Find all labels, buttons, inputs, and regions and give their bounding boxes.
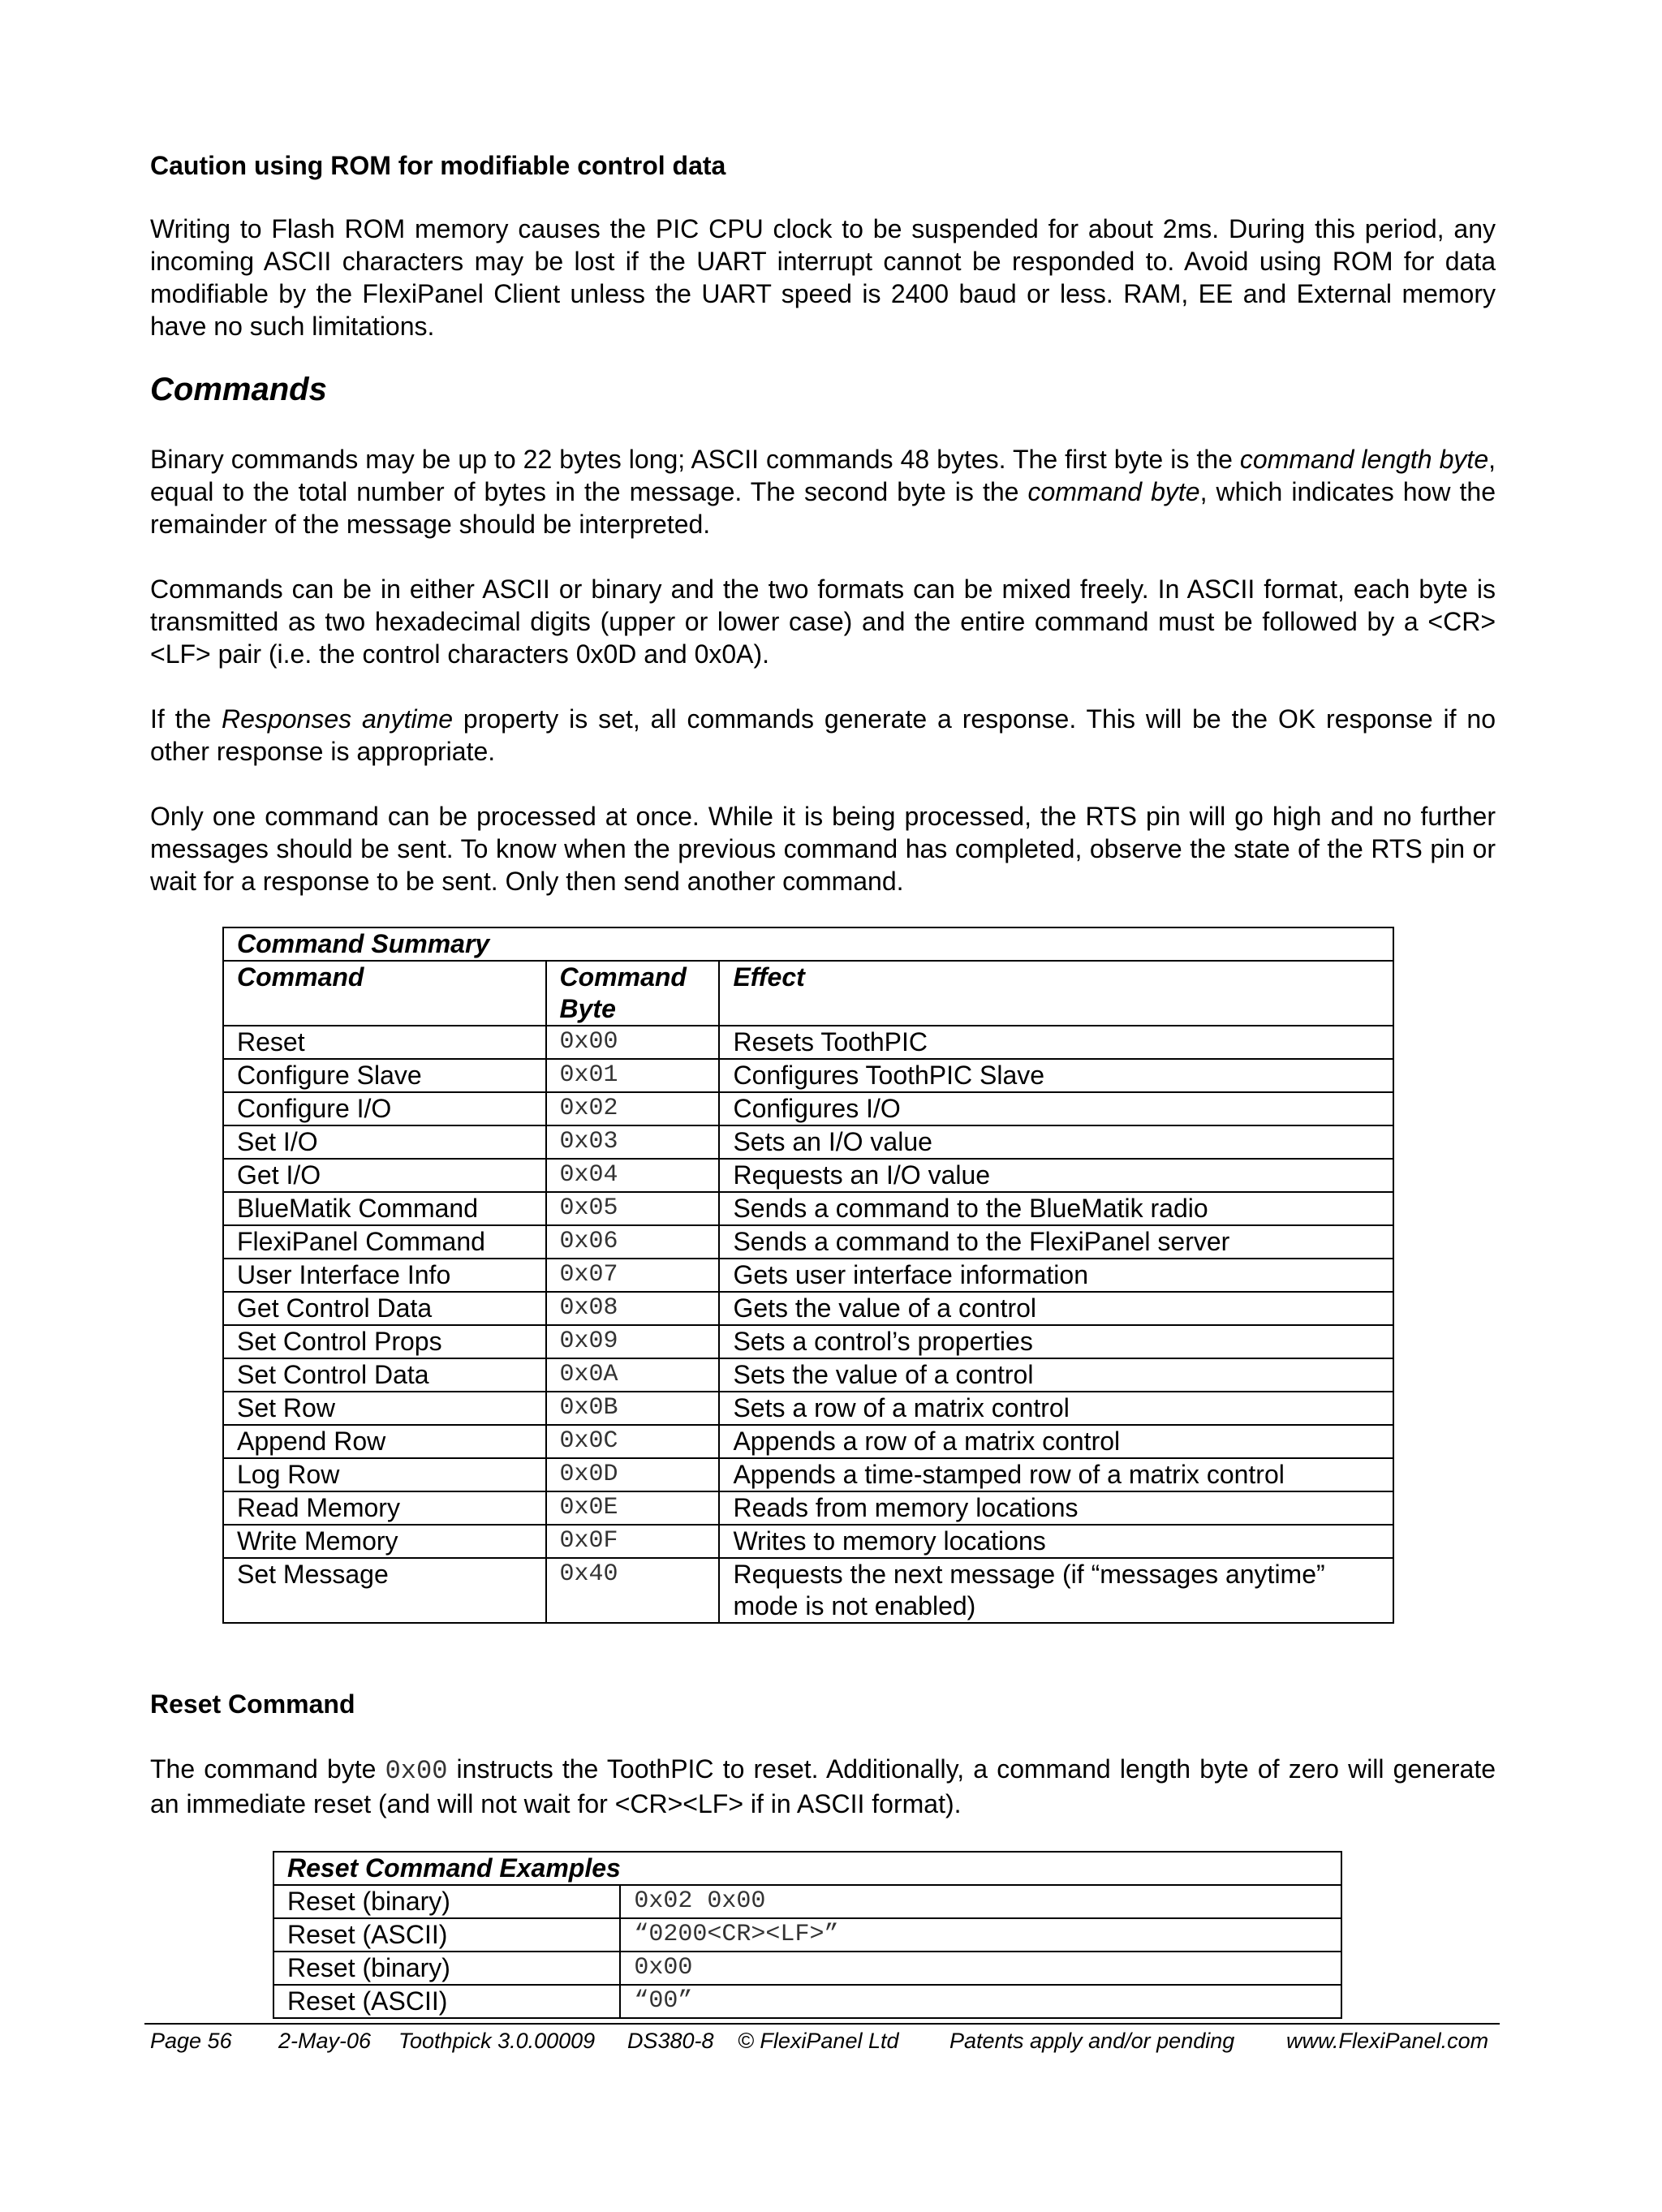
command-effect-cell: Sets a control’s properties [719,1325,1393,1358]
table-row [223,1292,1393,1325]
command-summary-table [222,927,1394,1624]
table-row [223,1092,1393,1125]
footer-page-number: Page 56 [150,2029,232,2053]
command-byte-cell: 0x0D [546,1458,720,1491]
command-name-cell: Get I/O [223,1159,546,1192]
commands-paragraph-1: Binary commands may be up to 22 bytes long; ASCII commands 48 bytes. The first byte is the command length byte, equal to the total number of bytes in the message. The second byte is the command byte, which indicates how the remainder of the message should be interpreted. [150,445,1496,539]
command-byte-cell: 0x01 [546,1059,720,1092]
footer-copyright: © FlexiPanel Ltd [738,2029,899,2053]
command-effect-cell: Sets the value of a control [719,1358,1393,1392]
footer-divider [144,2023,1500,2025]
footer-doc-id: DS380-8 [627,2029,714,2053]
command-name-cell: Log Row [223,1458,546,1491]
command-byte-cell: 0x09 [546,1325,720,1358]
table-row [223,1159,1393,1192]
command-name-cell: Read Memory [223,1491,546,1525]
command-name-cell: Append Row [223,1425,546,1458]
reset-command-paragraph: The command byte 0x00 instructs the ToothPIC to reset. Additionally, a command length byte of zero will generate an immediate reset (and will not wait for <CR><LF> if in ASCII format). [150,1754,1496,1818]
table-row [273,1952,1341,1985]
command-name-cell: Set Row [223,1392,546,1425]
table-row [223,1225,1393,1259]
table-row [223,1458,1393,1491]
table-row [223,1425,1393,1458]
table-row [273,1885,1341,1918]
example-label-cell: Reset (binary) [273,1885,620,1918]
command-byte-cell: 0x06 [546,1225,720,1259]
command-byte-cell: 0x03 [546,1125,720,1159]
commands-paragraph-2: Commands can be in either ASCII or binary and the two formats can be mixed freely. In ASCII format, each byte is transmitted as two hexadecimal digits (upper or lower case) and the entire command must be followed by a <CR><LF> pair (i.e. the control characters 0x0D and 0x0A). [150,575,1496,669]
command-byte-cell: 0x0E [546,1491,720,1525]
footer-website: www.FlexiPanel.com [1286,2029,1489,2053]
table-row [223,1558,1393,1623]
example-label-cell: Reset (ASCII) [273,1985,620,2018]
command-effect-cell: Appends a time-stamped row of a matrix control [719,1458,1393,1491]
command-effect-cell: Gets user interface information [719,1259,1393,1292]
command-name-cell: Configure Slave [223,1059,546,1092]
command-name-cell: FlexiPanel Command [223,1225,546,1259]
table-row [223,1525,1393,1558]
caution-heading: Caution using ROM for modifiable control data [150,151,726,180]
command-byte-cell: 0x04 [546,1159,720,1192]
command-effect-cell: Reads from memory locations [719,1491,1393,1525]
command-name-cell: Set I/O [223,1125,546,1159]
example-code-cell: 0x02 0x00 [620,1885,1341,1918]
command-effect-cell: Sends a command to the FlexiPanel server [719,1225,1393,1259]
command-byte-cell: 0x0B [546,1392,720,1425]
command-effect-cell: Sends a command to the BlueMatik radio [719,1192,1393,1225]
table-row [273,1918,1341,1952]
command-byte-cell: 0x08 [546,1292,720,1325]
example-code-cell: “0200<CR><LF>” [620,1918,1341,1952]
command-effect-cell: Configures I/O [719,1092,1393,1125]
caution-paragraph: Writing to Flash ROM memory causes the PIC CPU clock to be suspended for about 2ms. During this period, any incoming ASCII characters may be lost if the UART interrupt cannot be responded to. Avoid using ROM for data modifiable by the FlexiPanel Client unless the UART speed is 2400 baud or less. RAM, EE and External memory have no such limitations. [150,214,1496,341]
command-name-cell: Get Control Data [223,1292,546,1325]
footer-date: 2-May-06 [278,2029,372,2053]
commands-paragraph-3: If the Responses anytime property is set, all commands generate a response. This will be the OK response if no other response is appropriate. [150,704,1496,766]
command-name-cell: BlueMatik Command [223,1192,546,1225]
table-row [223,1325,1393,1358]
table-row [223,1259,1393,1292]
command-name-cell: Reset [223,1026,546,1059]
command-effect-cell: Configures ToothPIC Slave [719,1059,1393,1092]
table-row [223,1491,1393,1525]
table-row [223,1358,1393,1392]
reset-examples-table [273,1851,1342,2019]
footer-product: Toothpick 3.0.00009 [398,2029,596,2053]
command-byte-cell: 0x02 [546,1092,720,1125]
reset-examples-title: Reset Command Examples [273,1852,1341,1885]
command-name-cell: Write Memory [223,1525,546,1558]
command-summary-title: Command Summary [223,927,1393,961]
command-effect-cell: Resets ToothPIC [719,1026,1393,1059]
column-header-command-byte: Command Byte [546,961,720,1026]
command-byte-cell: 0x0C [546,1425,720,1458]
command-name-cell: Set Control Props [223,1325,546,1358]
command-name-cell: User Interface Info [223,1259,546,1292]
command-effect-cell: Requests the next message (if “messages anytime” mode is not enabled) [719,1558,1393,1623]
table-row [223,1026,1393,1059]
example-code-cell: “00” [620,1985,1341,2018]
command-name-cell: Set Message [223,1558,546,1623]
table-row [223,1392,1393,1425]
column-header-effect: Effect [719,961,1393,1026]
command-byte-cell: 0x00 [546,1026,720,1059]
command-byte-cell: 0x0F [546,1525,720,1558]
footer-patents: Patents apply and/or pending [949,2029,1235,2053]
command-byte-cell: 0x05 [546,1192,720,1225]
command-effect-cell: Sets an I/O value [719,1125,1393,1159]
command-effect-cell: Requests an I/O value [719,1159,1393,1192]
commands-paragraph-4: Only one command can be processed at once. While it is being processed, the RTS pin will go high and no further messages should be sent. To know when the previous command has completed, observe the state of the RTS pin or wait for a response to be sent. Only then send another command. [150,802,1496,896]
example-code-cell: 0x00 [620,1952,1341,1985]
table-row [223,1192,1393,1225]
table-row [223,1059,1393,1092]
table-row [223,1125,1393,1159]
commands-heading: Commands [150,372,327,407]
command-effect-cell: Appends a row of a matrix control [719,1425,1393,1458]
command-name-cell: Configure I/O [223,1092,546,1125]
command-effect-cell: Sets a row of a matrix control [719,1392,1393,1425]
example-label-cell: Reset (ASCII) [273,1918,620,1952]
command-byte-cell: 0x07 [546,1259,720,1292]
column-header-command: Command [223,961,546,1026]
example-label-cell: Reset (binary) [273,1952,620,1985]
reset-command-heading: Reset Command [150,1689,355,1719]
command-name-cell: Set Control Data [223,1358,546,1392]
table-row [273,1985,1341,2018]
command-byte-cell: 0x0A [546,1358,720,1392]
command-byte-cell: 0x40 [546,1558,720,1623]
command-effect-cell: Gets the value of a control [719,1292,1393,1325]
command-effect-cell: Writes to memory locations [719,1525,1393,1558]
